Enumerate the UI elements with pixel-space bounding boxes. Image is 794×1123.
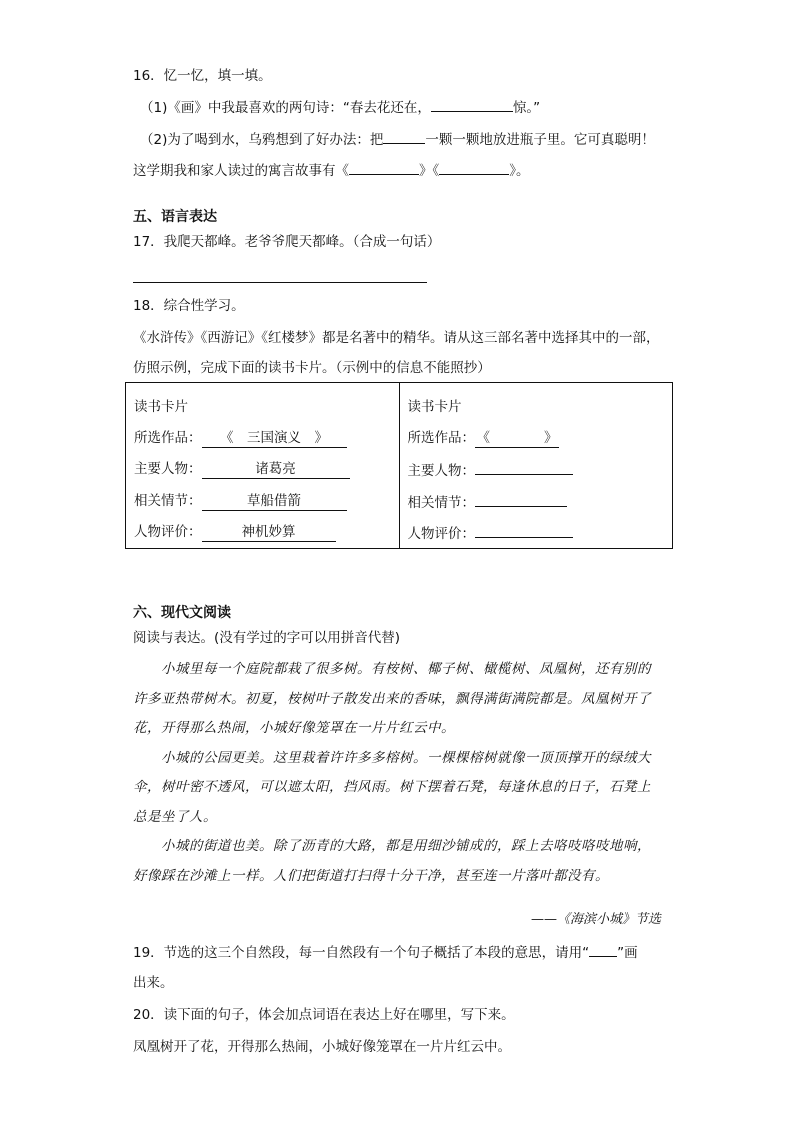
q16-item-3-blank-1[interactable] bbox=[349, 160, 419, 175]
card-left-review-value: 神机妙算 bbox=[202, 524, 336, 542]
card-right-review-label: 人物评价： bbox=[407, 526, 475, 542]
q16-title: 16．忆一忆，填一填。 bbox=[133, 68, 272, 84]
card-right-plot-label: 相关情节： bbox=[407, 495, 475, 511]
reading-card-example bbox=[126, 383, 400, 549]
card-left-title: 读书卡片 bbox=[134, 399, 188, 415]
passage-paragraph-3: 小城的街道也美。除了沥青的大路，都是用细沙铺成的，踩上去咯吱咯吱地响，好像踩在沙滩上一样。人们把街道打扫得十分干净，甚至连一片落叶都没有。 bbox=[133, 838, 651, 884]
q17-answer-line[interactable] bbox=[133, 282, 427, 283]
card-right-review-field[interactable] bbox=[475, 520, 573, 538]
q19-line-1 bbox=[133, 942, 638, 963]
q16-item-2-end: 一颗一颗地放进瓶子里。它可真聪明！ bbox=[425, 132, 655, 148]
section-6-intro: 阅读与表达。(没有学过的字可以用拼音代替) bbox=[133, 630, 401, 646]
card-right-title: 读书卡片 bbox=[407, 399, 462, 415]
passage-paragraph-1: 小城里每一个庭院都栽了很多树。有桉树、椰子树、橄榄树、凤凰树，还有别的许多亚热带树木。初夏，桉树叶子散发出来的香味，飘得满街满院都是。凤凰树开了花，开得那么热闹，小城好像笼罩在一片片红云中。 bbox=[133, 661, 651, 736]
q18-title: 18．综合性学习。 bbox=[133, 298, 245, 314]
card-right-work-label: 所选作品： bbox=[407, 430, 475, 446]
passage-source: ——《海滨小城》节选 bbox=[530, 912, 661, 927]
card-right-work-row bbox=[408, 426, 560, 448]
card-left-work-value: 《 三国演义 》 bbox=[202, 430, 347, 448]
q16-item-3-text: 这学期我和家人读过的寓言故事有《 bbox=[133, 163, 349, 179]
q16-item-3 bbox=[133, 160, 530, 181]
q19-line-2: 出来。 bbox=[133, 975, 174, 991]
q17-text: 17．我爬天都峰。老爷爷爬天都峰。（合成一句话） bbox=[133, 234, 441, 250]
card-left-person-row bbox=[134, 457, 350, 479]
card-left-person-label: 主要人物： bbox=[134, 461, 202, 477]
q16-item-2-blank[interactable] bbox=[383, 129, 425, 144]
q20-sentence: 凤凰树开了花，开得那么热闹，小城好像笼罩在一片片红云中。 bbox=[133, 1039, 511, 1055]
card-left-plot-label: 相关情节： bbox=[134, 493, 202, 509]
card-left-person-value: 诸葛亮 bbox=[202, 461, 350, 479]
card-left-review-label: 人物评价： bbox=[134, 524, 202, 540]
reading-cards-table bbox=[125, 382, 673, 549]
card-right-person-field[interactable] bbox=[475, 457, 573, 475]
q20-title: 20．读下面的句子，体会加点词语在表达上好在哪里，写下来。 bbox=[133, 1007, 515, 1023]
q18-line-2: 仿照示例，完成下面的读书卡片。（示例中的信息不能照抄） bbox=[133, 360, 491, 376]
card-right-review-row bbox=[408, 520, 574, 542]
q18-line-1: 《水浒传》《西游记》《红楼梦》都是名著中的精华。请从这三部名著中选择其中的一部， bbox=[133, 330, 660, 346]
q16-item-2-text: （2)为了喝到水，乌鸦想到了好办法：把 bbox=[140, 132, 384, 148]
reading-card-blank bbox=[399, 383, 673, 549]
q16-item-3-mid: 》《 bbox=[419, 163, 440, 179]
q16-item-3-blank-2[interactable] bbox=[439, 160, 509, 175]
card-left-plot-value: 草船借箭 bbox=[202, 493, 347, 511]
section-6-heading: 六、现代文阅读 bbox=[133, 605, 231, 621]
reading-passage bbox=[133, 655, 661, 891]
section-5-heading: 五、语言表达 bbox=[133, 209, 217, 225]
q16-item-2 bbox=[140, 129, 655, 150]
card-right-person-row bbox=[408, 457, 574, 479]
card-right-plot-field[interactable] bbox=[475, 489, 567, 507]
card-left-plot-row bbox=[134, 489, 347, 511]
card-left-review-row bbox=[134, 520, 336, 542]
card-right-person-label: 主要人物： bbox=[407, 463, 475, 479]
q16-item-1 bbox=[140, 97, 540, 118]
card-left-work-row bbox=[134, 426, 347, 448]
card-right-plot-row bbox=[408, 489, 568, 511]
q19-text: 19．节选的这三个自然段，每一自然段有一个句子概括了本段的意思，请用“ bbox=[133, 945, 590, 961]
q16-item-1-blank[interactable] bbox=[431, 97, 513, 112]
card-left-work-label: 所选作品： bbox=[134, 430, 202, 446]
passage-paragraph-2: 小城的公园更美。这里栽着许许多多榕树。一棵棵榕树就像一顶顶撑开的绿绒大伞，树叶密不透风，可以遮太阳，挡风雨。树下摆着石凳，每逢休息的日子，石凳上总是坐了人。 bbox=[133, 749, 651, 825]
q19-text-end: ”画 bbox=[617, 945, 638, 961]
q16-item-3-end: 》。 bbox=[509, 163, 530, 179]
q19-underline-sample bbox=[589, 942, 617, 957]
q16-item-1-end: 惊。” bbox=[512, 100, 541, 116]
q16-item-1-text: （1)《画》中我最喜欢的两句诗：“春去花还在， bbox=[140, 100, 431, 116]
card-right-work-field[interactable]: 《 》 bbox=[476, 430, 558, 446]
